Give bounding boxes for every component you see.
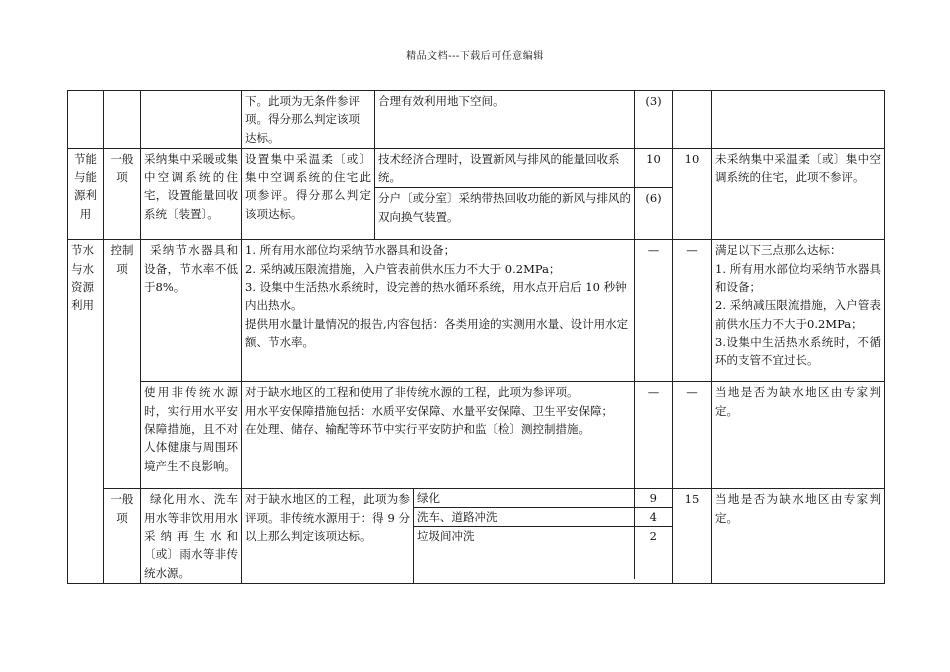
- sub-item-label: 洗车、道路冲洗: [414, 508, 634, 527]
- type-cell: 一般项: [104, 489, 141, 583]
- sub-item-label: 垃圾间冲洗: [414, 527, 634, 579]
- item-cell: 采纳节水器具和设备，节水率不低于8%。: [141, 240, 242, 382]
- score-cell: (3): [635, 91, 673, 149]
- item-cell: 采纳集中采暖或集中空调系统的住宅，设置能量回收系统〔装置〕。: [141, 148, 242, 240]
- requirement-line: 在处理、储存、输配等环节中实行平安防护和监〔检〕测控制措施。: [245, 422, 590, 437]
- item-cell: [141, 91, 242, 149]
- note-cell: 当地是否为缺水地区由专家判定。: [712, 489, 885, 583]
- type-cell: 控制项: [104, 240, 141, 489]
- note-line: 3.设集中生活热水系统时，不循环的支管不宜过长。: [715, 334, 881, 368]
- table-row: [68, 91, 885, 149]
- score-cell: 10: [635, 148, 673, 188]
- sub-content-cell: 分户〔或分室〕采纳带热回收功能的新风与排风的双向换气装置。: [375, 188, 635, 240]
- table-row: [68, 382, 885, 489]
- requirement-cell: 下。此项为无条件参评项。得分那么判定该项达标。: [242, 91, 375, 149]
- score-cell: —: [635, 382, 673, 489]
- table-row: [68, 148, 885, 188]
- score-cell: —: [635, 240, 673, 382]
- sub-item-row: [414, 508, 672, 527]
- requirement-line: 3. 设集中生活热水系统时，设完善的热水循环系统，用水点开启后 10 秒钟内出热水。: [245, 280, 627, 313]
- requirement-cell: [242, 240, 635, 382]
- sub-item-score: 2: [649, 529, 657, 544]
- type-cell: 一般项: [104, 148, 141, 240]
- content-cell: 合理有效利用地下空间。: [375, 91, 635, 149]
- total-cell: —: [673, 382, 712, 489]
- table-row: [68, 489, 885, 583]
- total-cell: 15: [673, 489, 712, 583]
- page-header: 精品文档---下载后可任意编辑: [406, 51, 544, 62]
- standards-table: [67, 90, 885, 584]
- category-cell: 节能与能源利用: [68, 148, 104, 240]
- requirement-line: 对于缺水地区的工程和使用了非传统水源的工程，此项为参评项。: [245, 385, 579, 400]
- note-cell: 未采纳集中采温柔〔或〕集中空调系统的住宅，此项不参评。: [712, 148, 885, 240]
- sub-items-table: [414, 489, 672, 579]
- requirement-cell: [242, 382, 635, 489]
- note-cell: 当地是否为缺水地区由专家判定。: [712, 382, 885, 489]
- requirement-line: 1. 所有用水部位均采纳节水器具和设备；: [245, 243, 456, 258]
- note-line: 满足以下三点那么达标：: [715, 243, 842, 258]
- note-line: 2. 采纳减压限流措施，入户管表前供水压力不大于0.2MPa；: [715, 298, 881, 331]
- category-cell: [68, 91, 104, 149]
- sub-item-score: 4: [634, 508, 672, 527]
- sub-item-row: [414, 527, 672, 579]
- sub-item-label: 绿化: [414, 489, 634, 508]
- total-cell: 10: [673, 148, 712, 240]
- item-cell: 使用非传统水源时，实行用水平安保障措施，且不对人体健康与周围环境产生不良影响。: [141, 382, 242, 489]
- table-row: [68, 240, 885, 382]
- sub-items-cell: [414, 489, 673, 583]
- requirement-line: 2. 采纳减压限流措施，入户管表前供水压力不大于 0.2MPa；: [245, 261, 561, 276]
- requirement-line: 提供用水量计量情况的报告,内容包括：各类用途的实测用水量、设计用水定额、节水率。: [245, 316, 629, 349]
- note-cell: [712, 91, 885, 149]
- category-cell: 节水与水资源利用: [68, 240, 104, 583]
- total-cell: [673, 91, 712, 149]
- type-cell: [104, 91, 141, 149]
- item-cell: 绿化用水、洗车用水等非饮用用水采纳再生水和〔或〕雨水等非传统水源。: [141, 489, 242, 583]
- requirement-line: 用水平安保障措施包括：水质平安保障、水量平安保障、卫生平安保障；: [245, 403, 613, 418]
- sub-item-score: 9: [634, 489, 672, 508]
- total-cell: —: [673, 240, 712, 382]
- sub-item-row: [414, 489, 672, 508]
- note-cell: [712, 240, 885, 382]
- score-cell: (6): [635, 188, 673, 240]
- requirement-cell: 设置集中采温柔〔或〕集中空调系统的住宅此项参评。得分那么判定该项达标。: [242, 148, 375, 240]
- requirement-cell: 对于缺水地区的工程，此项为参评项。非传统水源用于：得 9 分以上那么判定该项达标。: [242, 489, 414, 583]
- sub-content-cell: 技术经济合理时，设置新风与排风的能量回收系统。: [375, 148, 635, 188]
- note-line: 1. 所有用水部位均采纳节水器具和设备；: [715, 261, 881, 295]
